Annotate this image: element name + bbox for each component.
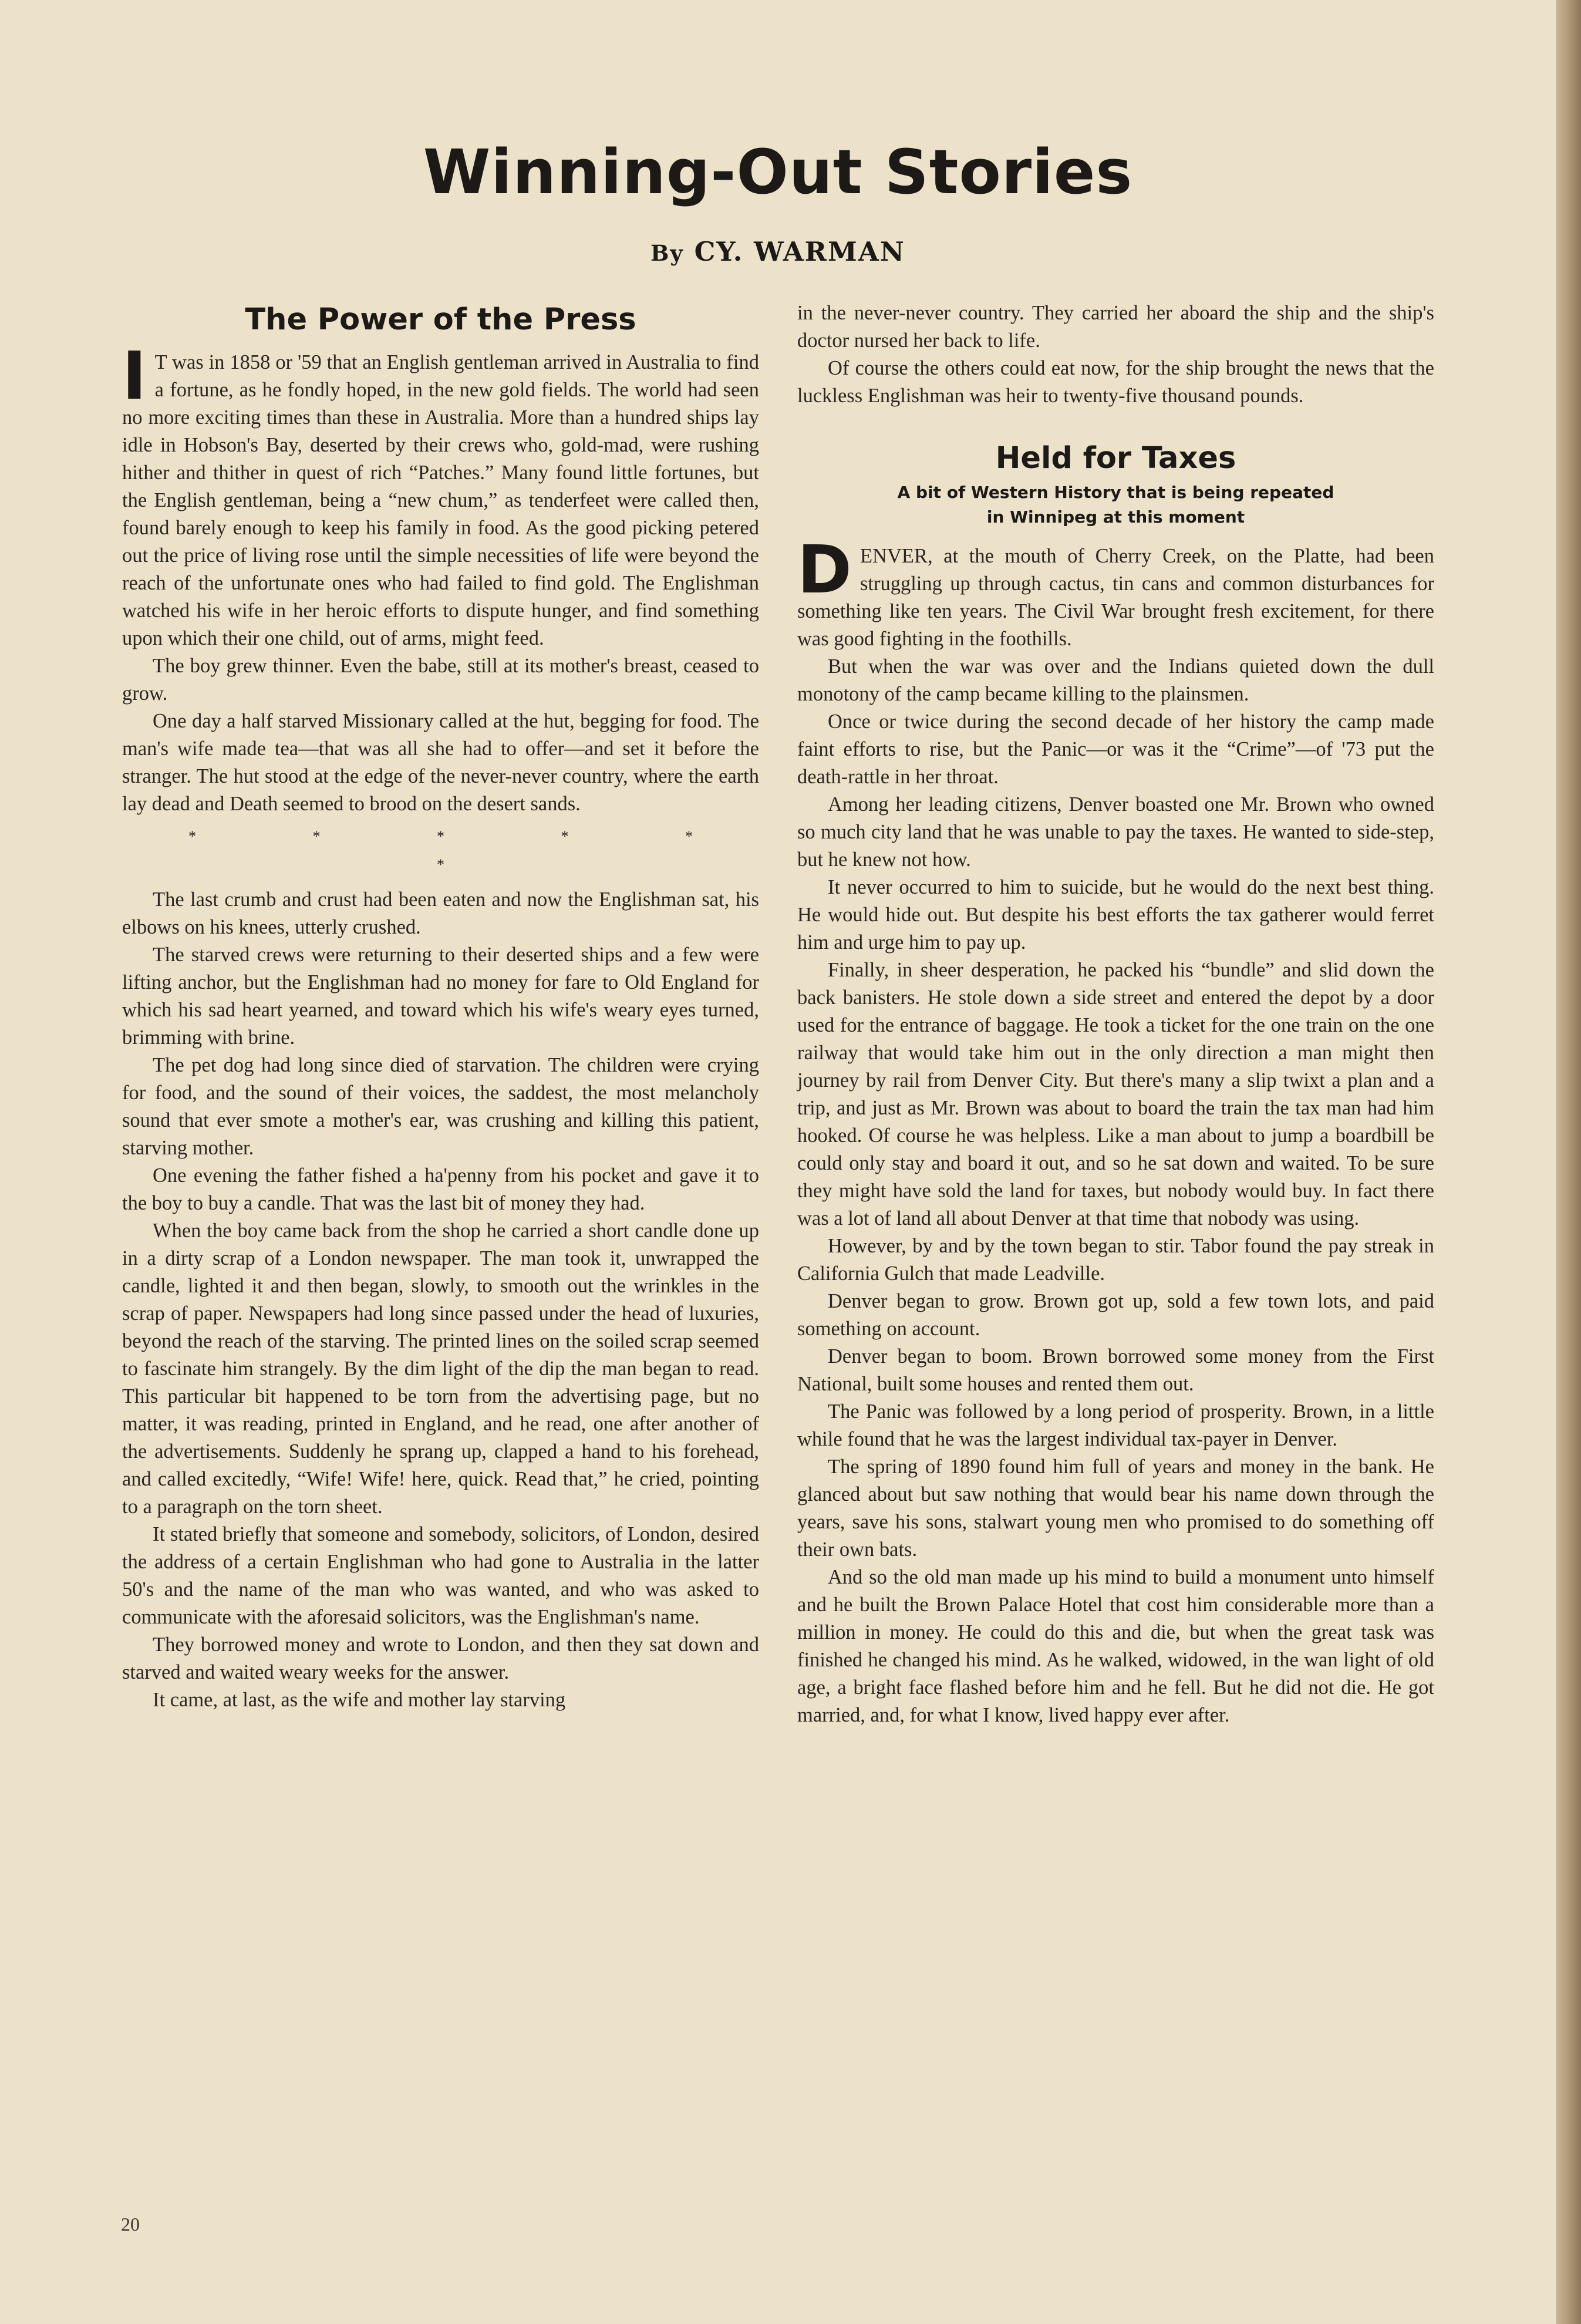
paragraph: The Panic was followed by a long period of prosperity. Brown, in a little while found that he was the largest individual tax-payer in Denver. — [797, 1400, 1434, 1450]
paragraph: Of course the others could eat now, for the ship brought the news that the luckless Englishman was heir to twenty-five thousand pounds. — [797, 357, 1434, 407]
paragraph: Finally, in sheer desperation, he packed his “bundle” and slid down the back banisters. He stole down a side street and entered the depot by a door used for the entrance of baggage. He took a ticket for the one train on the one railway that would take him out in the only direction a man might then journey by rail from Denver City. But there's many a slip twixt a plan and a trip, and just as Mr. Brown was about to board the train the tax man had him hooked. Of course he was helpless. Like a man about to jump a boardbill be could only stay and board it out, and so he sat down and waited. To be sure they might have sold the land for taxes, but nobody would buy. In fact there was a lot of land all about Denver at that time that nobody was using. — [797, 959, 1434, 1230]
story-2-title: Held for Taxes — [995, 441, 1236, 476]
paragraph: Denver began to grow. Brown got up, sold a few town lots, and paid something on account. — [797, 1290, 1434, 1340]
byline — [0, 236, 1556, 267]
paragraph-text: T was in 1858 or '59 that an English gentleman arrived in Australia to find a fortune, as he fondly hoped, in the new gold fields. The world had seen no more exciting times than these in Australia. More than a hundred ships lay idle in Hobson's Bay, deserted by their crews who, gold-mad, were rushing hither and thither in quest of rich “Patches.” Many found little fortunes, but the English gentleman, being a “new chum,” as tenderfeet were called then, found barely enough to keep his family in food. As the good picking petered out the price of living rose until the simple necessities of life were beyond the reach of the unfortunate ones who had failed to find gold. The Englishman watched his wife in her heroic efforts to dispute hunger, and find something upon which their one child, out of arms, might feed. — [122, 351, 759, 649]
paragraph — [797, 532, 1434, 653]
paragraph: One evening the father fished a ha'penny from his pocket and gave it to the boy to buy a candle. That was the last bit of money they had. — [122, 1164, 759, 1214]
paragraph: The boy grew thinner. Even the babe, still at its mother's breast, ceased to grow. — [122, 655, 759, 705]
subtitle-line: A bit of Western History that is being repeated — [897, 483, 1334, 502]
paragraph: It came, at last, as the wife and mother lay starving — [153, 1689, 566, 1711]
paragraph: But when the war was over and the Indians quieted down the dull monotony of the camp became killing to the plainsmen. — [797, 655, 1434, 705]
paragraph: The last crumb and crust had been eaten and now the Englishman sat, his elbows on his knees, utterly crushed. — [122, 888, 759, 938]
story-1-title: The Power of the Press — [245, 302, 636, 337]
drop-cap: D — [797, 532, 852, 608]
page-number: 20 — [121, 2214, 140, 2235]
paragraph: Once or twice during the second decade of her history the camp made faint efforts to rise, but the Panic—or was it the “Crime”—of '73 put the death-rattle in her throat. — [797, 710, 1434, 788]
paragraph: The pet dog had long since died of starvation. The children were crying for food, and the sound of their voices, the saddest, the most melancholy sound that ever smote a mother's ear, was crushing and killing this patient, starving mother. — [122, 1054, 759, 1159]
paragraph: The spring of 1890 found him full of years and money in the bank. He glanced about but saw nothing that would bear his name down through the years, save his sons, stalwart young men who promised to do something off their own bats. — [797, 1456, 1434, 1561]
paragraph: Denver began to boom. Brown borrowed some money from the First National, built some houses and rented them out. — [797, 1345, 1434, 1395]
paragraph: Among her leading citizens, Denver boasted one Mr. Brown who owned so much city land that he was unable to pay the taxes. He wanted to side-step, but he knew not how. — [797, 793, 1434, 871]
paragraph-text: ENVER, at the mouth of Cherry Creek, on the Platte, had been struggling up through cactus, tin cans and common disturbances for something like ten years. The Civil War brought fresh excitement, for there was good fighting in the foothills. — [797, 545, 1434, 650]
page-spine-edge — [1556, 0, 1581, 2324]
story-2-subtitle — [797, 480, 1434, 530]
paragraph-continued: in the never-never country. They carried her aboard the ship and the ship's doctor nursed her back to life. — [797, 302, 1434, 352]
paragraph: One day a half starved Missionary called at the hut, begging for food. The man's wife made tea—that was all she had to offer—and set it before the stranger. The hut stood at the edge of the never-never country, where the earth lay dead and Death seemed to brood on the desert sands. — [122, 710, 759, 815]
section-break-stars: * * * * * * — [188, 828, 749, 873]
paragraph: And so the old man made up his mind to build a monument unto himself and he built the Brown Palace Hotel that cost him considerable more than a million in money. He could do this and die, but when the great task was finished he changed his mind. As he walked, widowed, in the wan light of old age, a bright face flashed before him and he fell. But he did not die. He got married, and, for what I know, lived happy ever after. — [797, 1566, 1434, 1726]
page-title: Winning-Out Stories — [423, 136, 1133, 208]
right-column — [797, 299, 1434, 1729]
byline-author: CY. WARMAN — [694, 236, 905, 267]
paragraph: However, by and by the town began to stir. Tabor found the pay streak in California Gulch that made Leadville. — [797, 1235, 1434, 1285]
paragraph: It stated briefly that someone and somebody, solicitors, of London, desired the address of a certain Englishman who had gone to Australia in the latter 50's and the name of the man who was wanted, and who was asked to communicate with the aforesaid solicitors, was the Englishman's name. — [122, 1523, 759, 1628]
byline-by: By — [650, 240, 684, 266]
paragraph: When the boy came back from the shop he carried a short candle done up in a dirty scrap of a London newspaper. The man took it, unwrapped the candle, lighted it and then began, slowly, to smooth out the wrinkles in the scrap of paper. Newspapers had long since passed under the head of luxuries, beyond the reach of the starving. The printed lines on the soiled scrap seemed to fascinate him strangely. By the dim light of the dip the man began to read. This particular bit happened to be torn from the advertising page, but no matter, it was reading, printed in England, and he read, one after another of the advertisements. Suddenly he sprang up, clapped a hand to his forehead, and called excitedly, “Wife! Wife! here, quick. Read that,” he cried, pointing to a paragraph on the torn sheet. — [122, 1220, 759, 1518]
paragraph: It never occurred to him to suicide, but he would do the next best thing. He would hide out. But despite his best efforts the tax gatherer would ferret him and urge him to pay up. — [797, 876, 1434, 954]
paragraph: The starved crews were returning to their deserted ships and a few were lifting anchor, but the Englishman had no money for fare to Old England for which his sad heart yearned, and toward which his wife's weary eyes turned, brimming with brine. — [122, 944, 759, 1049]
paragraph: They borrowed money and wrote to London, and then they sat down and starved and waited weary weeks for the answer. — [122, 1633, 759, 1683]
subtitle-line: in Winnipeg at this moment — [986, 507, 1245, 527]
drop-cap: I — [122, 338, 147, 415]
left-column — [122, 299, 759, 1714]
paragraph — [122, 338, 759, 652]
